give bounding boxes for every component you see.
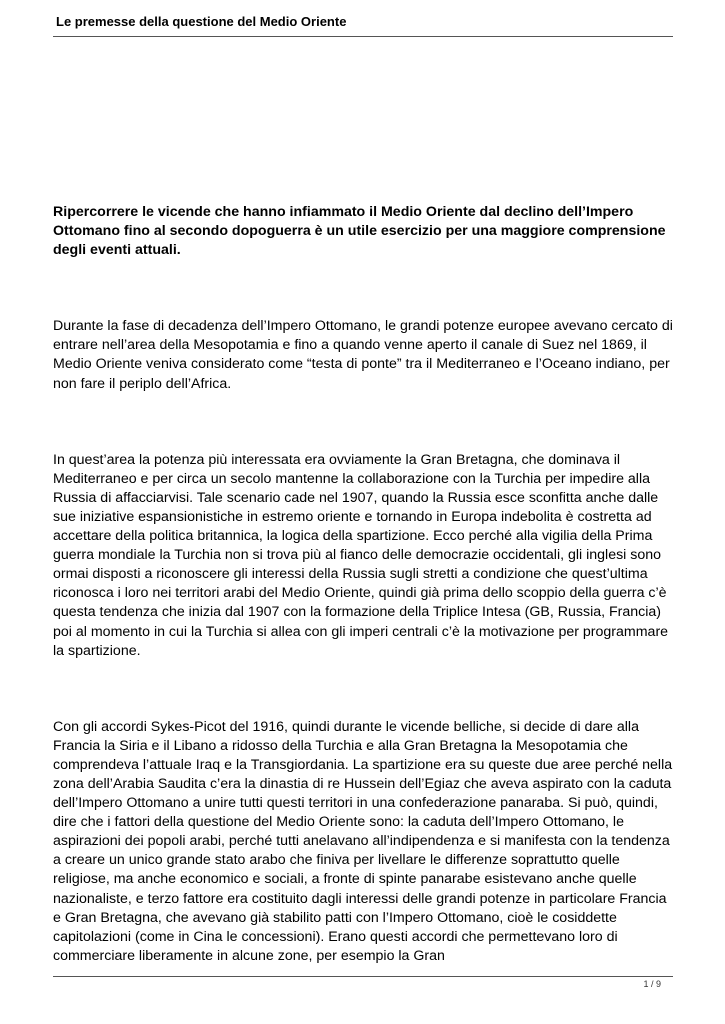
article-paragraph-2: In quest’area la potenza più interessata era ovviamente la Gran Bretagna, che dominava il Mediterraneo e per circa un secolo mantenne la collaborazione con la Turchia per impedire alla Russia di affacciarvisi. Tale scenario cade nel 1907, quando la Russia esce sconfitta anche dalle sue iniziative espansionistiche in estremo oriente e tornando in Europa indebolita è costretta ad accettare della politica britannica, la logica della spartizione. Ecco perché alla vigilia della Prima guerra mondiale la Turchia non si trova più al fianco delle democrazie occidentali, gli inglesi sono ormai disposti a riconoscere gli interessi della Russia sugli stretti a condizione che quest’ultima riconosca i loro nei territori arabi del Medio Oriente, quindi già prima dello scoppio della guerra c’è questa tendenza che inizia dal 1907 con la formazione della Triplice Intesa (GB, Russia, Francia) poi al momento in cui la Turchia si allea con gli imperi centrali c’è la motivazione per programmare la spartizione.	[53, 451, 669, 659]
article-lead: Ripercorrere le vicende che hanno infiammato il Medio Oriente dal declino dell’Impero Ottomano fino al secondo dopoguerra è un utile esercizio per una maggiore comprensione degli eventi attuali.	[53, 204, 666, 259]
document-header-title: Le premesse della questione del Medio Oriente	[56, 14, 347, 29]
article-paragraph-1: Durante la fase di decadenza dell’Impero Ottomano, le grandi potenze europee avevano cercato di entrare nell’area della Mesopotamia e fino a quando venne aperto il canale di Suez nel 1869, il Medio Oriente veniva considerato come “testa di ponte” tra il Mediterraneo e l’Oceano indiano, per non fare il periplo dell’Africa.	[53, 318, 673, 392]
page-number: 1 / 9	[643, 979, 661, 989]
article-body	[53, 203, 678, 966]
footer-divider	[53, 976, 673, 977]
header-divider	[53, 36, 673, 37]
article-paragraph-3: Con gli accordi Sykes-Picot del 1916, quindi durante le vicende belliche, si decide di dare alla Francia la Siria e il Libano a ridosso della Turchia e alla Gran Bretagna la Mesopotamia che comprendeva l’attuale Iraq e la Transgiordania. La spartizione era su queste due aree perché nella zona dell’Arabia Saudita c’era la dinastia di re Hussein dell’Egiaz che aveva aspirato con la caduta dell’Impero Ottomano a unire tutti questi territori in una confederazione panaraba. Si può, quindi, dire che i fattori della questione del Medio Oriente sono: la caduta dell’Impero Ottomano, le aspirazioni dei popoli arabi, perché tutti anelavano all’indipendenza e si manifesta con la tendenza a creare un unico grande stato arabo che finiva per livellare le differenze soprattutto quelle religiose, ma anche economico e sociali, a fronte di spinte panarabe esistevano anche quelle nazionaliste, e terzo fattore era costituito dagli interessi delle grandi potenze in particolare Francia e Gran Bretagna, che avevano già stabilito patti con l’Impero Ottomano, cioè le cosiddette capitolazioni (come in Cina le concessioni). Erano questi accordi che permettevano loro di commerciare liberamente in alcune zone, per esempio la Gran	[53, 718, 673, 964]
